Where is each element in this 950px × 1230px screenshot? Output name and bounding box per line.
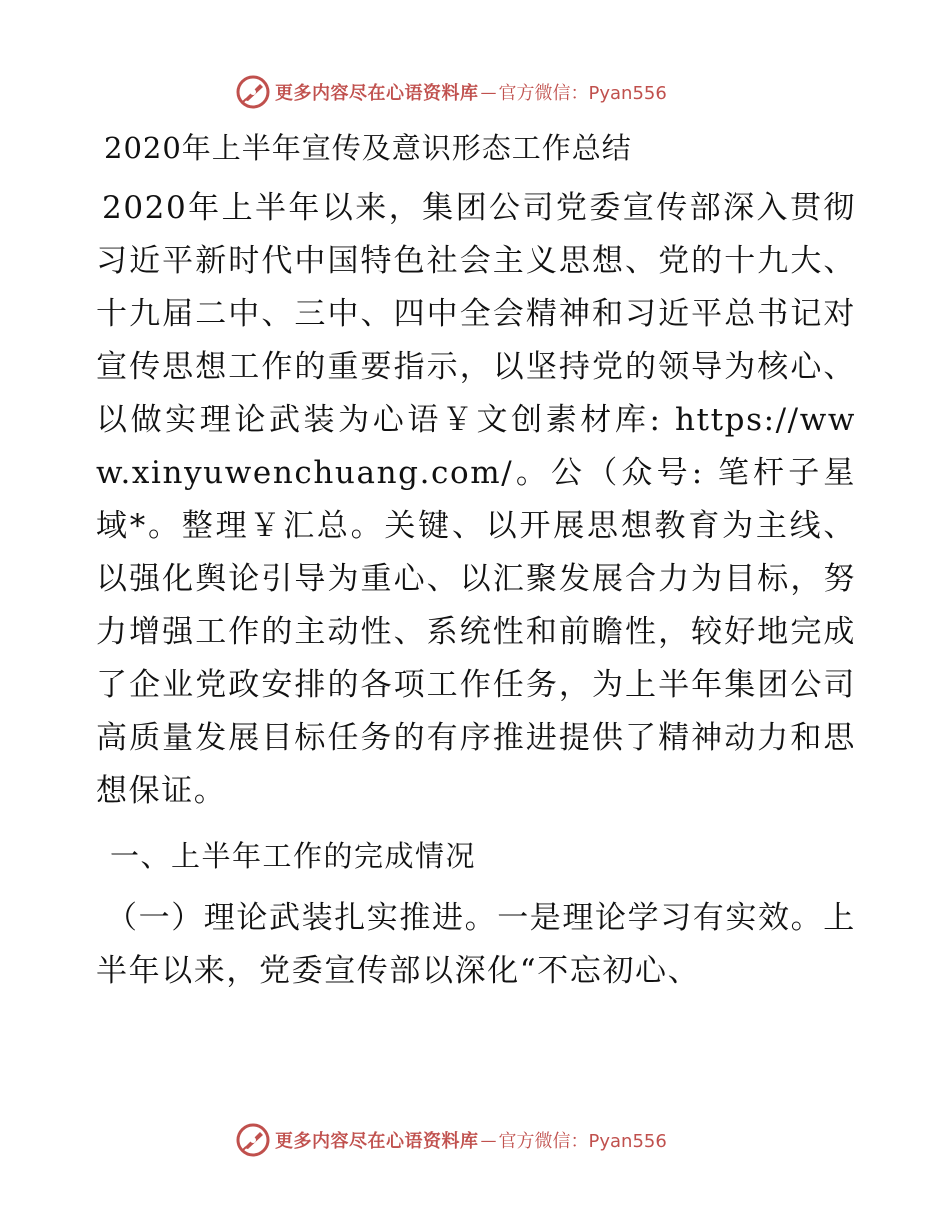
- header-separator: —: [480, 82, 497, 102]
- quill-seal-logo-icon: [235, 74, 271, 110]
- footer-separator: —: [480, 1130, 497, 1150]
- footer-wechat-id: 官方微信：Pyan556: [498, 1131, 667, 1152]
- document-body: [96, 126, 856, 998]
- document-title: 2020年上半年宣传及意识形态工作总结: [104, 131, 632, 165]
- footer-promo-text: 更多内容尽在心语资料库: [275, 1131, 479, 1152]
- header-wechat-id: 官方微信：Pyan556: [498, 83, 667, 104]
- header-watermark-banner: [235, 72, 755, 112]
- section-heading: 一、上半年工作的完成情况: [110, 839, 477, 873]
- quill-seal-logo-icon: [235, 1122, 271, 1158]
- header-promo-text: 更多内容尽在心语资料库: [275, 83, 479, 104]
- subsection-paragraph: （一）理论武装扎实推进。一是理论学习有实效。上半年以来，党委宣传部以深化“不忘初心、: [96, 900, 856, 989]
- intro-paragraph: 2020年上半年以来，集团公司党委宣传部深入贯彻习近平新时代中国特色社会主义思想、党的十九大、十九届二中、三中、四中全会精神和习近平总书记对宣传思想工作的重要指示，以坚持党的领导为核心、以做实理论武装为心语￥文创素材库: https://www.xinyuwenchuang.com/。公（众号: 笔杆子星域*。整理￥汇总。关键、以开展思想教育为主线、以强化舆论引导为重心、以汇聚发展合力为目标，努力增强工作的主动性、系统性和前瞻性，较好地完成了企业党政安排的各项工作任务，为上半年集团公司高质量发展目标任务的有序推进提供了精神动力和思想保证。: [96, 190, 856, 809]
- footer-watermark-banner: [235, 1120, 755, 1160]
